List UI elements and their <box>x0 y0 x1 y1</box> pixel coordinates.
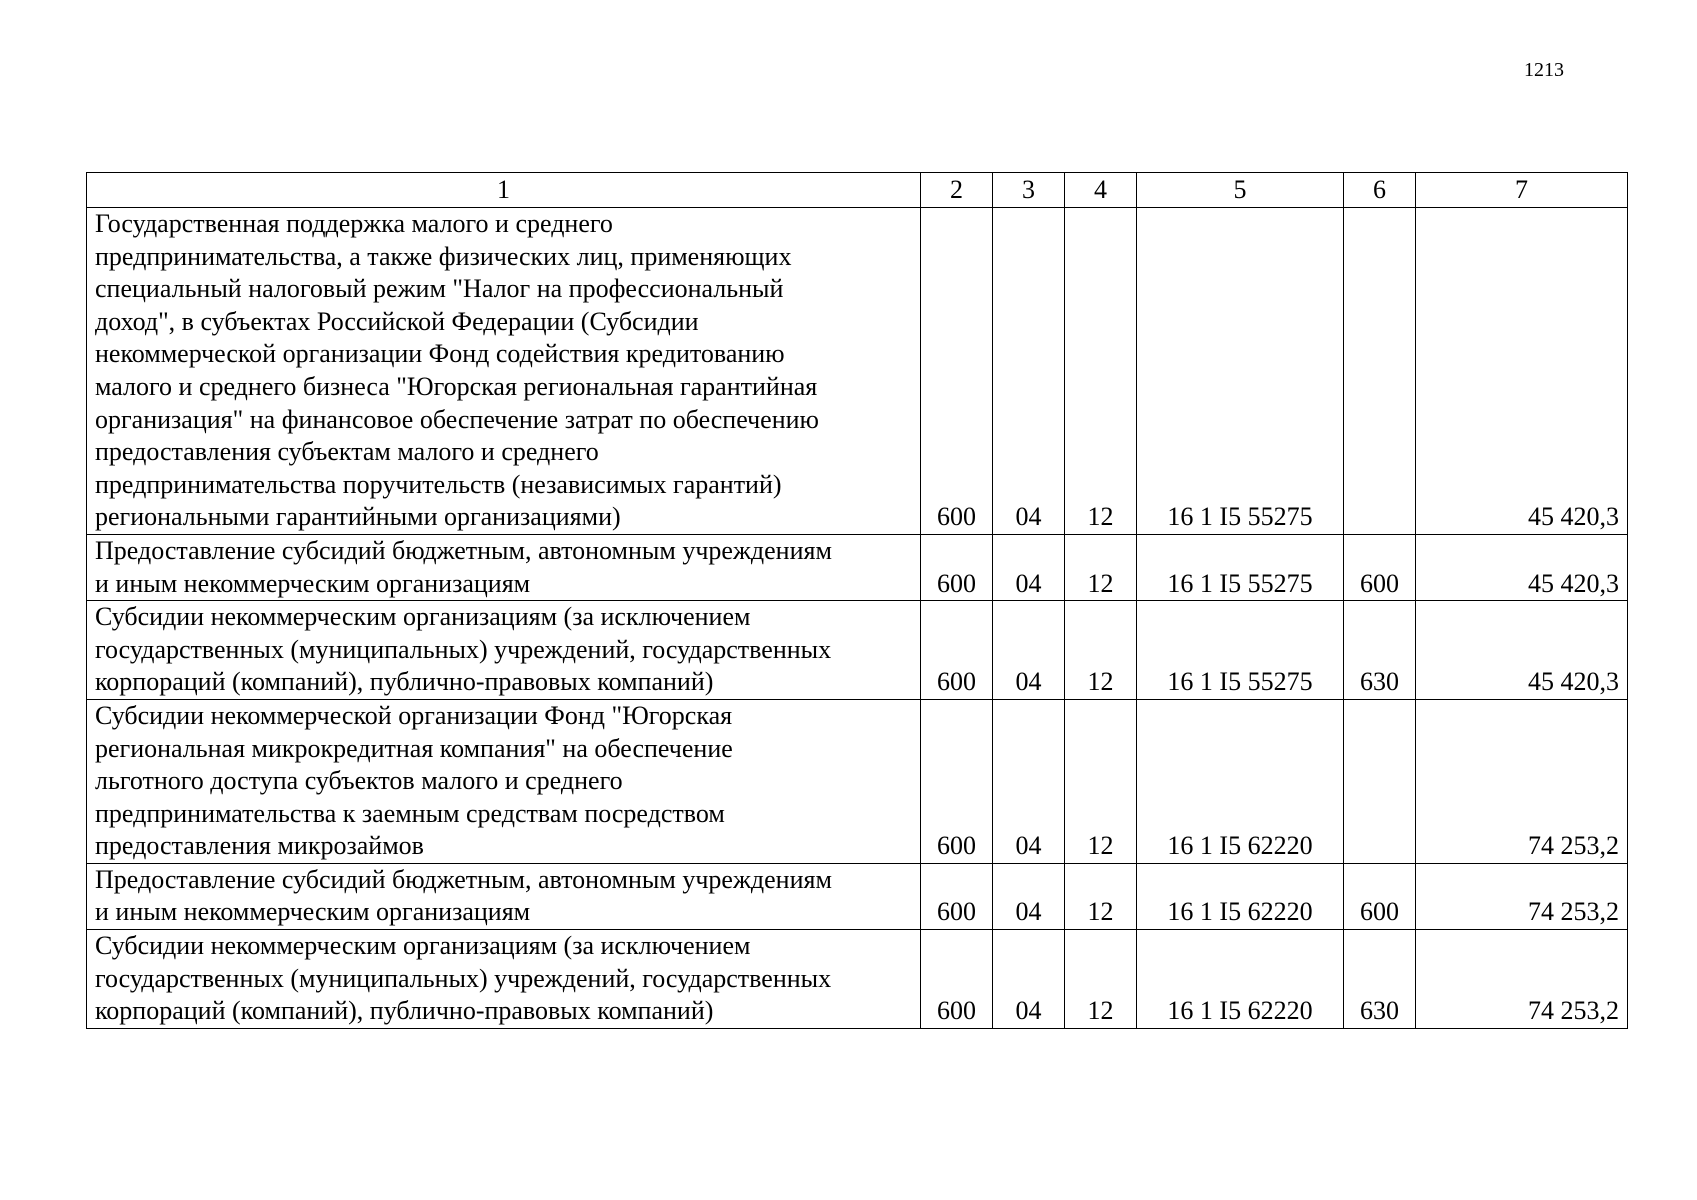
cell-col-4: 12 <box>1065 534 1137 600</box>
cell-col-5: 16 1 I5 62220 <box>1137 699 1344 863</box>
cell-col-2: 600 <box>921 208 993 535</box>
cell-col-2: 600 <box>921 534 993 600</box>
cell-col-5: 16 1 I5 62220 <box>1137 930 1344 1029</box>
column-header: 6 <box>1344 173 1416 208</box>
row-name: Субсидии некоммерческой организации Фонд "Югорская региональная микрокредитная компания" на обеспечение льготного доступа субъектов малого и среднего предпринимательства к заемным средствам посредством предоставления микрозаймов <box>87 699 921 863</box>
cell-col-4: 12 <box>1065 930 1137 1029</box>
cell-col-3: 04 <box>993 208 1065 535</box>
cell-col-6: 600 <box>1344 534 1416 600</box>
cell-col-7: 45 420,3 <box>1416 601 1628 700</box>
budget-table <box>86 172 1628 1029</box>
row-name: Государственная поддержка малого и среднего предпринимательства, а также физических лиц, применяющих специальный налоговый режим "Налог на профессиональный доход", в субъектах Российской Федерации (Субсидии некоммерческой организации Фонд содействия кредитованию малого и среднего бизнеса "Югорская региональная гарантийная организация" на финансовое обеспечение затрат по обеспечению предоставления субъектам малого и среднего предпринимательства поручительств (независимых гарантий) региональными гарантийными организациями) <box>87 208 921 535</box>
cell-col-7: 45 420,3 <box>1416 534 1628 600</box>
cell-col-4: 12 <box>1065 699 1137 863</box>
cell-col-4: 12 <box>1065 208 1137 535</box>
cell-col-7: 45 420,3 <box>1416 208 1628 535</box>
table-row <box>87 208 1628 535</box>
cell-col-3: 04 <box>993 601 1065 700</box>
cell-col-2: 600 <box>921 863 993 929</box>
column-header: 7 <box>1416 173 1628 208</box>
row-name: Предоставление субсидий бюджетным, автономным учреждениям и иным некоммерческим организациям <box>87 534 921 600</box>
cell-col-3: 04 <box>993 930 1065 1029</box>
row-name: Субсидии некоммерческим организациям (за исключением государственных (муниципальных) учреждений, государственных корпораций (компаний), публично-правовых компаний) <box>87 601 921 700</box>
cell-col-7: 74 253,2 <box>1416 863 1628 929</box>
cell-col-6: 630 <box>1344 930 1416 1029</box>
cell-col-3: 04 <box>993 863 1065 929</box>
column-header: 1 <box>87 173 921 208</box>
column-header: 2 <box>921 173 993 208</box>
cell-col-5: 16 1 I5 55275 <box>1137 534 1344 600</box>
cell-col-6: 630 <box>1344 601 1416 700</box>
table-row <box>87 534 1628 600</box>
cell-col-5: 16 1 I5 62220 <box>1137 863 1344 929</box>
cell-col-2: 600 <box>921 930 993 1029</box>
cell-col-4: 12 <box>1065 863 1137 929</box>
table-row <box>87 930 1628 1029</box>
page-number: 1213 <box>1524 59 1564 81</box>
table-row <box>87 863 1628 929</box>
cell-col-4: 12 <box>1065 601 1137 700</box>
cell-col-7: 74 253,2 <box>1416 699 1628 863</box>
cell-col-5: 16 1 I5 55275 <box>1137 208 1344 535</box>
row-name: Предоставление субсидий бюджетным, автономным учреждениям и иным некоммерческим организациям <box>87 863 921 929</box>
cell-col-2: 600 <box>921 601 993 700</box>
cell-col-7: 74 253,2 <box>1416 930 1628 1029</box>
table-row <box>87 601 1628 700</box>
row-name: Субсидии некоммерческим организациям (за исключением государственных (муниципальных) учреждений, государственных корпораций (компаний), публично-правовых компаний) <box>87 930 921 1029</box>
cell-col-3: 04 <box>993 699 1065 863</box>
cell-col-6 <box>1344 699 1416 863</box>
table-header-row <box>87 173 1628 208</box>
column-header: 4 <box>1065 173 1137 208</box>
cell-col-5: 16 1 I5 55275 <box>1137 601 1344 700</box>
table-row <box>87 699 1628 863</box>
cell-col-6 <box>1344 208 1416 535</box>
column-header: 5 <box>1137 173 1344 208</box>
column-header: 3 <box>993 173 1065 208</box>
cell-col-3: 04 <box>993 534 1065 600</box>
cell-col-2: 600 <box>921 699 993 863</box>
cell-col-6: 600 <box>1344 863 1416 929</box>
